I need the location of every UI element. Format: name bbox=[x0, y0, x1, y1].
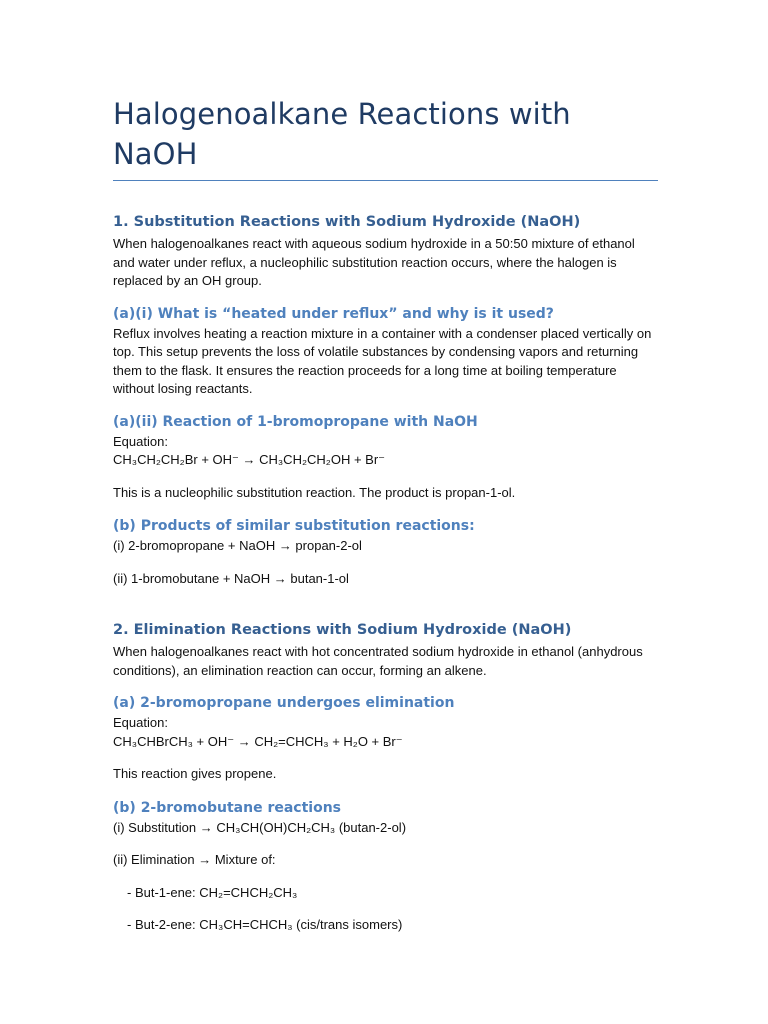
subsection-a-i-heading: (a)(i) What is “heated under reflux” and why is it used? bbox=[113, 305, 554, 322]
document-content bbox=[113, 94, 658, 935]
subsection-b-heading: (b) Products of similar substitution reactions: bbox=[113, 518, 475, 534]
page-title: Halogenoalkane Reactions with NaOH bbox=[113, 94, 658, 181]
list-item: - But-2-ene: CH₃CH=CHCH₃ (cis/trans isomers) bbox=[127, 917, 403, 932]
elimination-note: This reaction gives propene. bbox=[113, 766, 277, 781]
subsection-a-ii-heading: (a)(ii) Reaction of 1-bromopropane with NaOH bbox=[113, 413, 478, 430]
equation-label: Equation: bbox=[113, 715, 168, 730]
list-item: (i) Substitution → CH₃CH(OH)CH₂CH₃ (butan-2-ol) bbox=[113, 819, 407, 835]
section-1-heading: 1. Substitution Reactions with Sodium Hydroxide (NaOH) bbox=[113, 214, 581, 230]
subsection-a-i-text: Reflux involves heating a reaction mixture in a container with a condenser placed vertically on top. This setup prevents the loss of volatile substances by condensing vapors and returning them to the flask. It ensures the reaction proceeds for a long time at boiling temperature without losing reactants. bbox=[113, 325, 652, 396]
subsection-2a-heading: (a) 2-bromopropane undergoes elimination bbox=[113, 695, 455, 711]
equation-label: Equation: bbox=[113, 433, 168, 449]
section-1-intro: When halogenoalkanes react with aqueous sodium hydroxide in a 50:50 mixture of ethanol and water under reflux, a nucleophilic substitution reaction occurs, where the halogen is replaced by an OH group. bbox=[113, 236, 635, 288]
list-item: - But-1-ene: CH₂=CHCH₂CH₃ bbox=[127, 884, 298, 900]
section-2-heading: 2. Elimination Reactions with Sodium Hydroxide (NaOH) bbox=[113, 622, 572, 638]
substitution-note: This is a nucleophilic substitution reaction. The product is propan-1-ol. bbox=[113, 484, 516, 500]
subsection-2b-heading: (b) 2-bromobutane reactions bbox=[113, 799, 342, 816]
list-item: (ii) Elimination → Mixture of: bbox=[113, 852, 276, 867]
equation-1-bromopropane: CH₃CH₂CH₂Br + OH⁻ → CH₃CH₂CH₂OH + Br⁻ bbox=[113, 452, 386, 467]
section-2-intro: When halogenoalkanes react with hot concentrated sodium hydroxide in ethanol (anhydrous conditions), an elimination reaction can occur, forming an alkene. bbox=[113, 644, 643, 678]
list-item: (ii) 1-bromobutane + NaOH → butan-1-ol bbox=[113, 570, 349, 586]
equation-2-bromopropane: CH₃CHBrCH₃ + OH⁻ → CH₂=CHCH₃ + H₂O + Br⁻ bbox=[113, 733, 403, 749]
list-item: (i) 2-bromopropane + NaOH → propan-2-ol bbox=[113, 538, 362, 553]
